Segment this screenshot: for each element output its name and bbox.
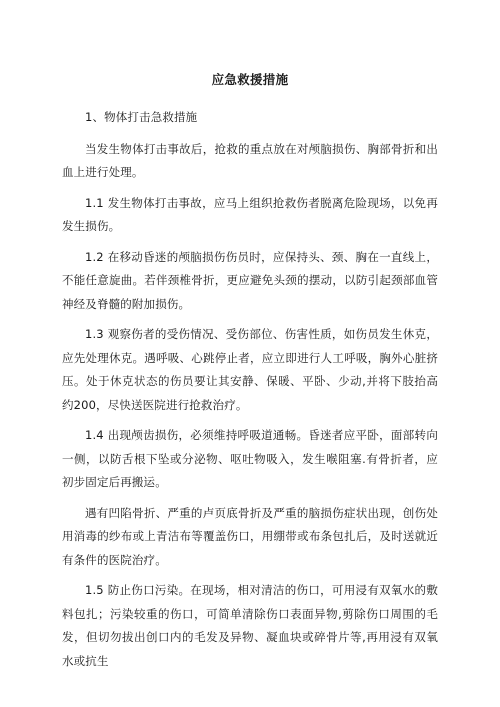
- paragraph-1-4: 1.4 出现颅齿损伤，必须维持呼吸道通畅。昏迷者应平卧，面部转向一侧，以防舌根下坠或分泌物、呕吐物吸入，发生喉阻塞.有骨折者，应初步固定后再搬运。: [62, 428, 438, 489]
- document-title: 应急救援措施: [211, 72, 289, 87]
- paragraph-intro: 当发生物体打击事故后，抢救的重点放在对颅脑损伤、胸部骨折和出血上进行处理。: [62, 141, 438, 179]
- paragraph-1-5: 1.5 防止伤口污染。在现场，相对清洁的伤口，可用浸有双氧水的敷料包扎；污染较重的伤口，可简单清除伤口表面异物,剪除伤口周围的毛发，但切勿拔出创口内的毛发及异物、凝血块或碎骨片等,再用浸有双氧水或抗生: [62, 583, 438, 668]
- paragraph-1-2: 1.2 在移动昏迷的颅脑损伤伤员时，应保持头、颈、胸在一直线上，不能任意旋曲。若伴颈椎骨折，更应避免头颈的摆动，以防引起颈部血管神经及脊髓的附加损伤。: [62, 249, 438, 311]
- paragraph-skull-fracture: 遇有凹陷骨折、严重的卢页底骨折及严重的脑损伤症状出现，创伤处用消毒的纱布或上青洁布等覆盖伤口，用绷带或布条包扎后，及时送就近有条件的医院治疗。: [62, 505, 438, 567]
- paragraph-1-3: 1.3 观察伤者的受伤情况、受伤部位、伤害性质，如伤员发生休克，应先处理休克。遇呼吸、心跳停止者，应立即进行人工呼吸，胸外心脏挤压。处于休克状态的伤员要让其安静、保暖、平卧、少动,并将下肢抬高约200，尽快送医院进行抢救治疗。: [62, 327, 438, 412]
- paragraph-1-1: 1.1 发生物体打击事故，应马上组织抢救伤者脱离危险现场，以免再发生损伤。: [62, 195, 438, 233]
- section-heading: 1、物体打击急救措施: [85, 110, 198, 124]
